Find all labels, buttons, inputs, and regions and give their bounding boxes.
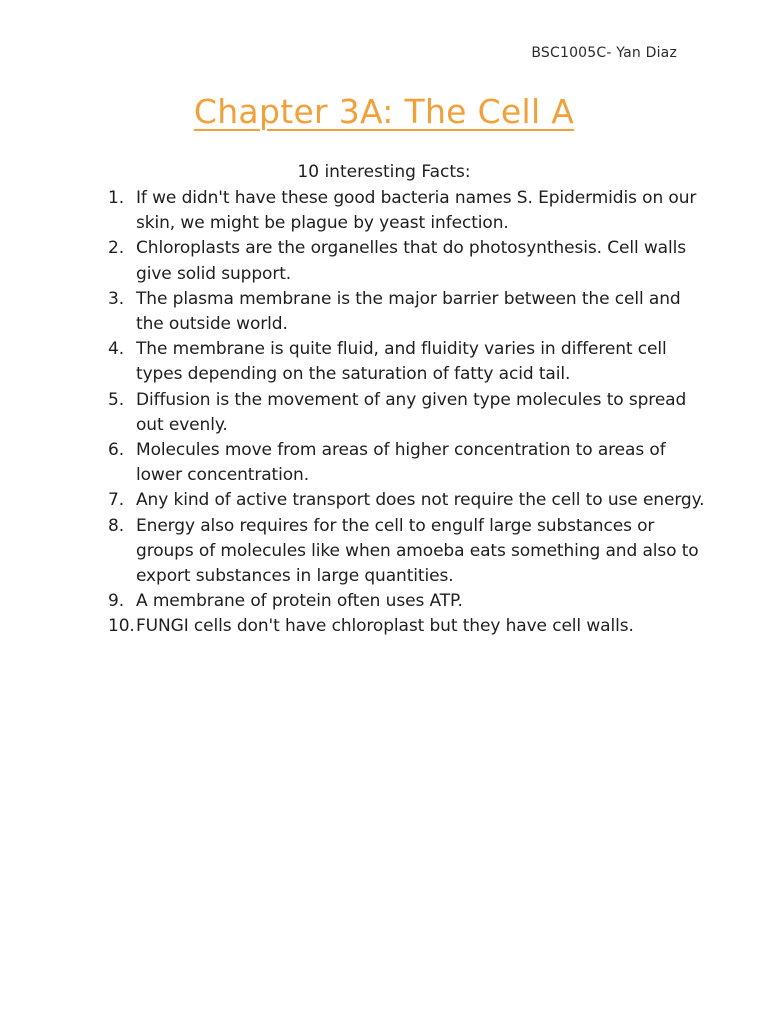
fact-text: Molecules move from areas of higher concentration to areas of lower concentration.: [136, 440, 666, 486]
facts-list: [108, 186, 708, 640]
fact-number: 4.: [108, 339, 125, 360]
fact-item: [108, 488, 708, 513]
fact-text: Energy also requires for the cell to engulf large substances or groups of molecules like when amoeba eats something and also to export substances in large quantities.: [136, 515, 699, 587]
fact-number: 9.: [108, 591, 125, 612]
fact-number: 10.: [108, 616, 135, 637]
fact-text: Any kind of active transport does not require the cell to use energy.: [136, 490, 705, 511]
fact-item: [108, 388, 708, 438]
fact-number: 3.: [108, 288, 125, 309]
facts-subheading: 10 interesting Facts:: [297, 162, 471, 182]
fact-text: The membrane is quite fluid, and fluidity varies in different cell types depending on the saturation of fatty acid tail.: [136, 339, 667, 385]
fact-text: FUNGI cells don't have chloroplast but they have cell walls.: [136, 616, 634, 637]
fact-text: Diffusion is the movement of any given type molecules to spread out evenly.: [136, 389, 687, 435]
page-title: [0, 92, 768, 131]
fact-item: [108, 236, 708, 286]
fact-text: Chloroplasts are the organelles that do photosynthesis. Cell walls give solid support.: [136, 238, 686, 284]
fact-number: 7.: [108, 490, 125, 511]
fact-item: [108, 186, 708, 236]
fact-number: 6.: [108, 440, 125, 461]
fact-number: 1.: [108, 188, 125, 208]
fact-item: [108, 514, 708, 590]
fact-number: 8.: [108, 515, 125, 536]
course-author-note: BSC1005C- Yan Diaz: [531, 45, 677, 61]
fact-item: [108, 337, 708, 387]
fact-text: If we didn't have these good bacteria names S. Epidermidis on our skin, we might be plague by yeast infection.: [136, 188, 697, 234]
fact-number: 2.: [108, 238, 125, 259]
fact-item: [108, 589, 708, 614]
fact-item: [108, 287, 708, 337]
fact-item: [108, 614, 708, 639]
fact-text: The plasma membrane is the major barrier between the cell and the outside world.: [136, 288, 681, 335]
fact-text: A membrane of protein often uses ATP.: [136, 591, 463, 612]
fact-item: [108, 438, 708, 488]
page-title-text: Chapter 3A: The Cell A: [193, 92, 575, 131]
fact-number: 5.: [108, 389, 125, 410]
